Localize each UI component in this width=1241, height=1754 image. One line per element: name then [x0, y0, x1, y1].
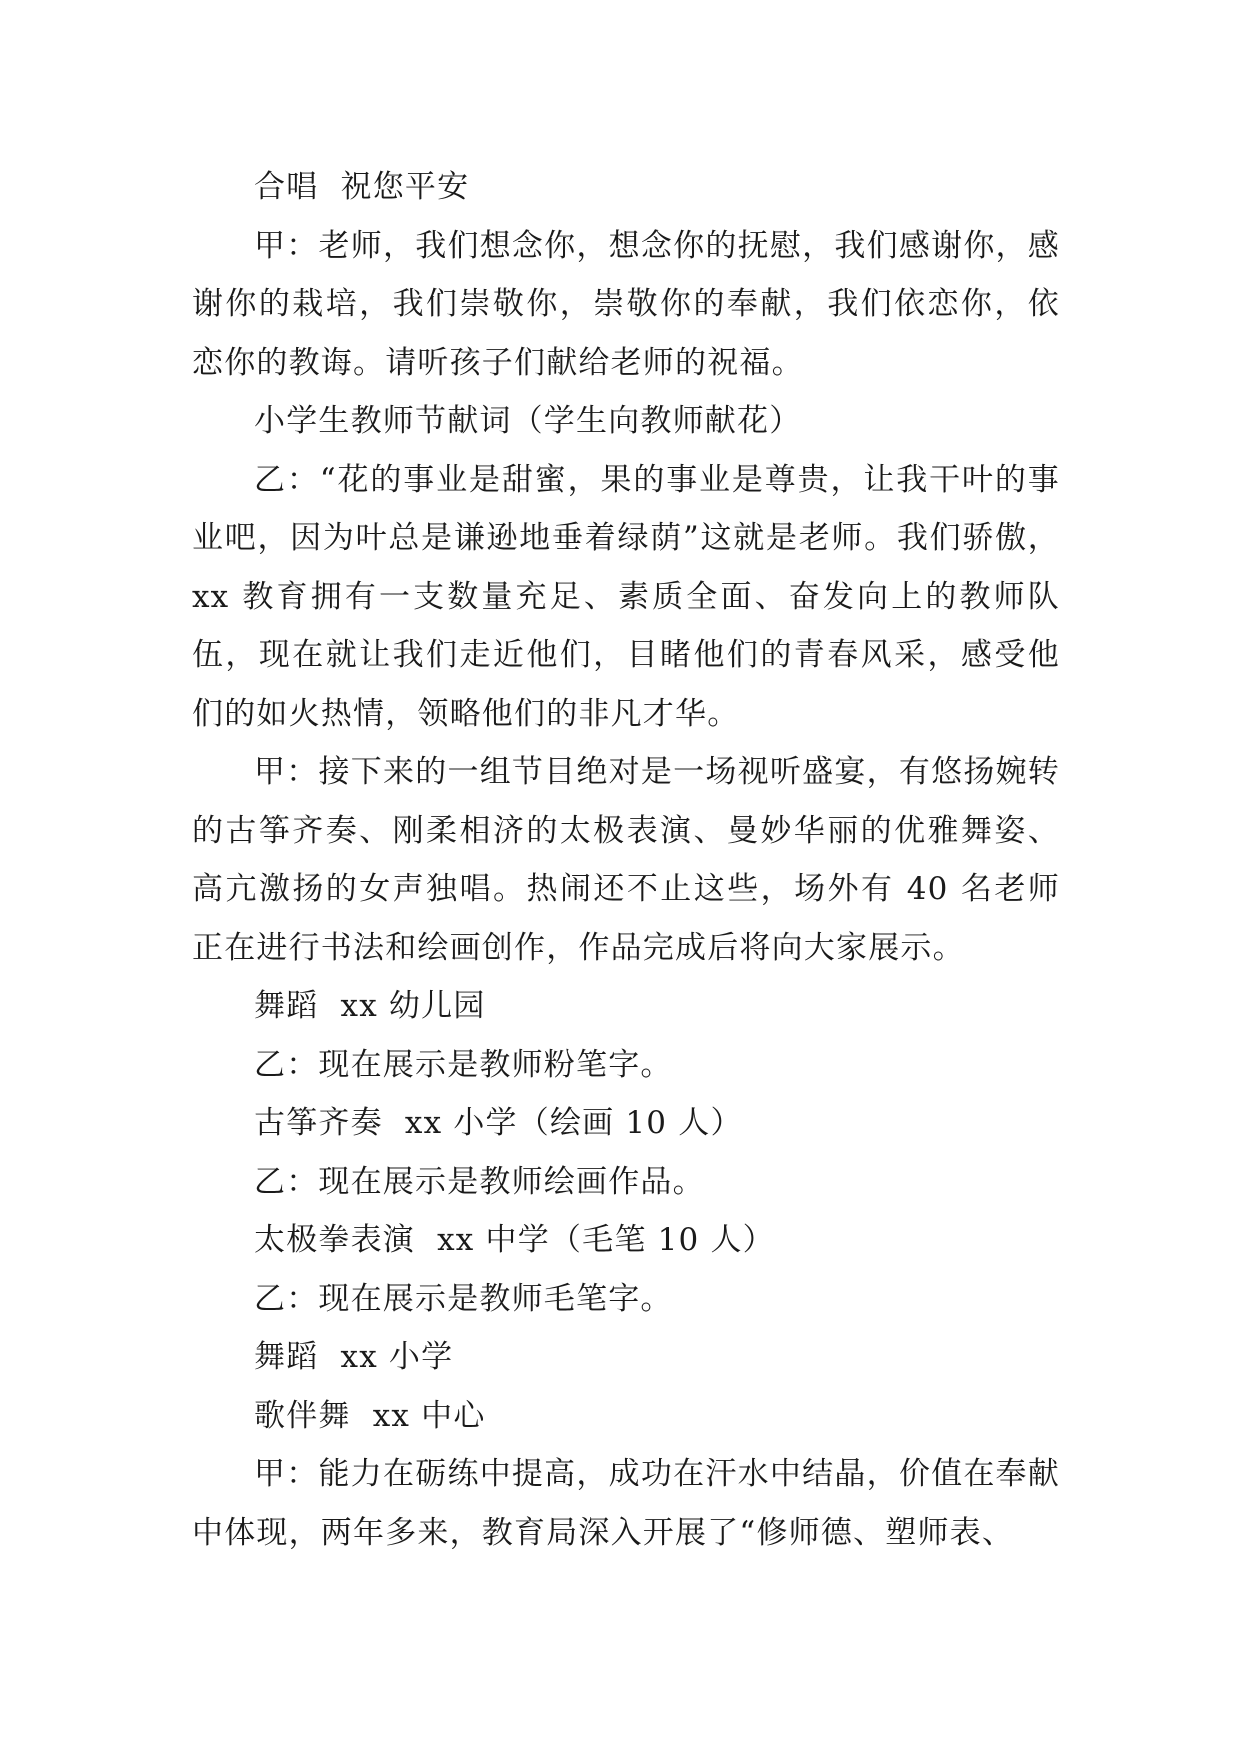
host-a-speech-ability: 甲：能力在砺练中提高，成功在汗水中结晶，价值在奉献中体现，两年多来，教育局深入开展了“修师德、塑师表、 — [192, 1456, 1060, 1551]
program-item-dance-primary: 舞蹈 xx 小学 — [254, 1339, 454, 1375]
program-item-student-dedication: 小学生教师节献词（学生向教师献花） — [254, 403, 802, 439]
host-b-chalk-writing: 乙：现在展示是教师粉笔字。 — [254, 1046, 673, 1083]
host-b-brush-writing: 乙：现在展示是教师毛笔字。 — [254, 1280, 673, 1317]
program-item-chorus: 合唱 祝您平安 — [254, 169, 470, 205]
document-body — [192, 158, 1060, 1562]
host-a-speech-feast: 甲：接下来的一组节目绝对是一场视听盛宴，有悠扬婉转的古筝齐奏、刚柔相济的太极表演、曼妙华丽的优雅舞姿、高亢激扬的女声独唱。热闹还不止这些，场外有 40 名老师正在进行书法和绘画创作，作品完成后将向大家展示。 — [192, 754, 1060, 966]
host-b-speech-leaf: 乙：“花的事业是甜蜜，果的事业是尊贵，让我干叶的事业吧，因为叶总是谦逊地垂着绿荫”这就是老师。我们骄傲，xx 教育拥有一支数量充足、素质全面、奋发向上的教师队伍，现在就让我们走近他们，目睹他们的青春风采，感受他们的如火热情，领略他们的非凡才华。 — [192, 461, 1060, 732]
program-item-dance-kindergarten: 舞蹈 xx 幼儿园 — [254, 988, 486, 1024]
program-item-taiji: 太极拳表演 xx 中学（毛笔 10 人） — [254, 1222, 775, 1258]
program-item-song-dance: 歌伴舞 xx 中心 — [254, 1397, 486, 1434]
host-b-painting: 乙：现在展示是教师绘画作品。 — [254, 1163, 705, 1200]
host-a-speech-gratitude: 甲：老师，我们想念你，想念你的抚慰，我们感谢你，感谢你的栽培，我们崇敬你，崇敬你的奉献，我们依恋你，依恋你的教诲。请听孩子们献给老师的祝福。 — [192, 227, 1060, 381]
program-item-guzheng: 古筝齐奏 xx 小学（绘画 10 人） — [254, 1105, 743, 1141]
